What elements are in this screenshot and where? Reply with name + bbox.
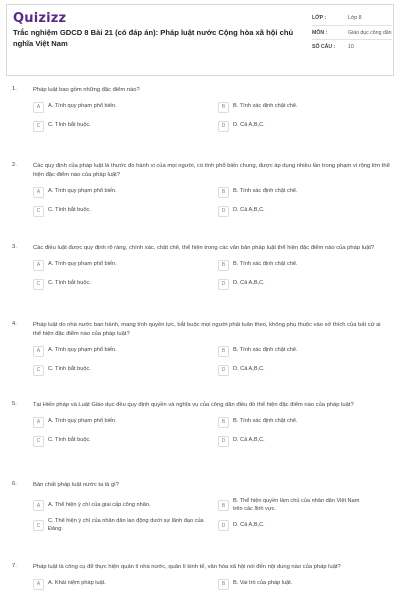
option-text: A. Tính quy phạm phổ biến. (48, 347, 117, 354)
question-number: 5. (12, 401, 17, 407)
option-text: B. Tính xác định chặt chẽ. (233, 103, 298, 110)
option-letter-box: A (33, 500, 44, 511)
option-letter-box: C (33, 121, 44, 132)
worksheet-header (6, 4, 394, 76)
option-letter-box: A (33, 260, 44, 271)
question-6 (12, 481, 390, 563)
question-text: Pháp luật do nhà nước ban hành, mang tính quyền lực, bắt buộc mọi người phải tuân theo, không phụ thuộc vào sở thích của bất cứ ai thể hiện đặc điểm nào của pháp luật? (33, 322, 381, 337)
question-number: 7. (12, 563, 17, 569)
option-text: C. Tính bắt buộc. (48, 437, 91, 444)
option-letter-box: B (218, 187, 229, 198)
option-d[interactable] (218, 364, 368, 376)
answer-options (33, 186, 390, 217)
meta-label: LỚP : (312, 15, 327, 21)
option-text: B. Tính xác định chặt chẽ. (233, 418, 298, 425)
option-a[interactable] (33, 416, 218, 428)
option-a[interactable] (33, 259, 218, 271)
option-letter-box: B (218, 417, 229, 428)
answer-options (33, 498, 390, 533)
option-b[interactable] (218, 259, 368, 271)
question-list (12, 86, 390, 600)
option-letter-box: A (33, 346, 44, 357)
option-text: B. Tính xác định chặt chẽ. (233, 347, 298, 354)
option-letter-box: C (33, 520, 44, 531)
option-text: C. Tính bắt buộc. (48, 280, 91, 287)
option-a[interactable] (33, 186, 218, 198)
option-c[interactable] (33, 278, 218, 290)
option-text: C. Tính bắt buộc. (48, 366, 91, 373)
option-letter-box: B (218, 500, 229, 511)
option-c[interactable] (33, 120, 218, 132)
option-letter-box: D (218, 365, 229, 376)
option-letter-box: B (218, 579, 229, 590)
option-text: C. Tính bắt buộc. (48, 122, 91, 129)
meta-label: SỐ CÂU : (312, 44, 336, 50)
option-d[interactable] (218, 435, 368, 447)
option-text: B. Tính xác định chặt chẽ. (233, 261, 298, 268)
option-b[interactable] (218, 101, 368, 113)
option-letter-box: A (33, 579, 44, 590)
option-b[interactable] (218, 498, 368, 513)
worksheet-meta (312, 11, 392, 54)
option-letter-box: D (218, 520, 229, 531)
option-b[interactable] (218, 416, 368, 428)
option-text: A. Tính quy phạm phổ biến. (48, 261, 117, 268)
option-letter-box: B (218, 102, 229, 113)
option-a[interactable] (33, 578, 218, 590)
option-text: D. Cả A,B,C. (233, 521, 265, 528)
option-b[interactable] (218, 186, 368, 198)
option-letter-box: D (218, 279, 229, 290)
option-c[interactable] (33, 435, 218, 447)
option-text: B. Thể hiện quyền làm chủ của nhân dân Việt Nam trên các lĩnh vực. (233, 498, 360, 512)
option-d[interactable] (218, 518, 368, 533)
option-text: D. Cả A,B,C. (233, 437, 265, 444)
question-4 (12, 321, 390, 401)
option-letter-box: C (33, 279, 44, 290)
option-c[interactable] (33, 364, 218, 376)
option-letter-box: A (33, 102, 44, 113)
option-text: B. Vai trò của pháp luật. (233, 580, 293, 587)
worksheet-title: Trắc nghiệm GDCD 8 Bài 21 (có đáp án): Pháp luật nước Cộng hòa xã hội chủ nghĩa Việt Nam (13, 28, 294, 48)
meta-row-class (312, 11, 392, 26)
question-number: 3. (12, 244, 17, 250)
meta-value: Lớp 8 (348, 15, 362, 21)
answer-options (33, 416, 390, 447)
answer-options (33, 259, 390, 290)
option-text: A. Tính quy phạm phổ biến. (48, 103, 117, 110)
question-number: 6. (12, 481, 17, 487)
question-text: Các điều luật được quy định rõ ràng, chính xác, chặt chẽ, thể hiện trong các văn bản pháp luật thể hiện đặc điểm nào của pháp luật? (33, 245, 375, 251)
option-text: A. Tính quy phạm phổ biến. (48, 418, 117, 425)
option-letter-box: D (218, 121, 229, 132)
question-number: 2. (12, 162, 17, 168)
option-text: D. Cả A,B,C. (233, 366, 265, 373)
option-text: A. Thể hiện ý chí của giai cấp công nhân. (48, 501, 151, 508)
option-letter-box: A (33, 187, 44, 198)
question-number: 4. (12, 321, 17, 327)
option-text: A. Tính quy phạm phổ biến. (48, 188, 117, 195)
option-text: B. Tính xác định chặt chẽ. (233, 188, 298, 195)
question-3 (12, 244, 390, 321)
question-1 (12, 86, 390, 162)
option-letter-box: C (33, 365, 44, 376)
question-text: Pháp luật bao gồm những đặc điểm nào? (33, 87, 140, 93)
option-letter-box: C (33, 206, 44, 217)
question-text: Tại Hiến pháp và Luật Giáo dục đều quy định quyền và nghĩa vụ của công dân điều đó thể hiện đặc điểm nào của pháp luật? (33, 402, 354, 408)
question-text: Pháp luật là công cụ để thực hiện quản lí nhà nước, quản lí kinh tế, văn hóa xã hội nói đến nội dung nào của pháp luật? (33, 564, 341, 570)
answer-options (33, 578, 390, 590)
option-c[interactable] (33, 518, 218, 533)
option-d[interactable] (218, 120, 368, 132)
question-text: Bản chất pháp luật nước ta là gì? (33, 482, 119, 488)
option-letter-box: A (33, 417, 44, 428)
option-letter-box: B (218, 260, 229, 271)
option-c[interactable] (33, 205, 218, 217)
option-a[interactable] (33, 101, 218, 113)
question-7 (12, 563, 390, 600)
option-a[interactable] (33, 498, 218, 513)
option-text: C. Tính bắt buộc. (48, 207, 91, 214)
question-2 (12, 162, 390, 244)
option-letter-box: B (218, 346, 229, 357)
option-letter-box: D (218, 206, 229, 217)
option-text: A. Khái niệm pháp luật. (48, 580, 106, 587)
option-text: D. Cả A,B,C. (233, 280, 265, 287)
option-text: D. Cả A,B,C. (233, 207, 265, 214)
option-text: C. Thể hiện ý chí của nhân dân lao động dưới sự lãnh đạo của Đảng. (48, 518, 204, 532)
answer-options (33, 101, 390, 132)
meta-row-count (312, 40, 392, 54)
option-d[interactable] (218, 278, 368, 290)
option-letter-box: C (33, 436, 44, 447)
option-b[interactable] (218, 578, 368, 590)
meta-value: Giáo dục công dân (348, 29, 392, 36)
question-5 (12, 401, 390, 481)
quizizz-logo: Quizizz (13, 11, 67, 26)
question-number: 1. (12, 86, 17, 92)
option-d[interactable] (218, 205, 368, 217)
meta-value: 10 (348, 44, 354, 50)
option-text: D. Cả A,B,C. (233, 122, 265, 129)
option-a[interactable] (33, 345, 218, 357)
meta-label: MÔN : (312, 29, 328, 36)
answer-options (33, 345, 390, 376)
question-text: Các quy định của pháp luật là thước đo hành vi của mọi người, có tính phổ biến chung, được áp dụng nhiều lần trong phạm vi rộng lớn thể hiện đặc điểm nào của pháp luật? (33, 163, 390, 178)
meta-row-subject (312, 26, 392, 41)
option-b[interactable] (218, 345, 368, 357)
option-letter-box: D (218, 436, 229, 447)
